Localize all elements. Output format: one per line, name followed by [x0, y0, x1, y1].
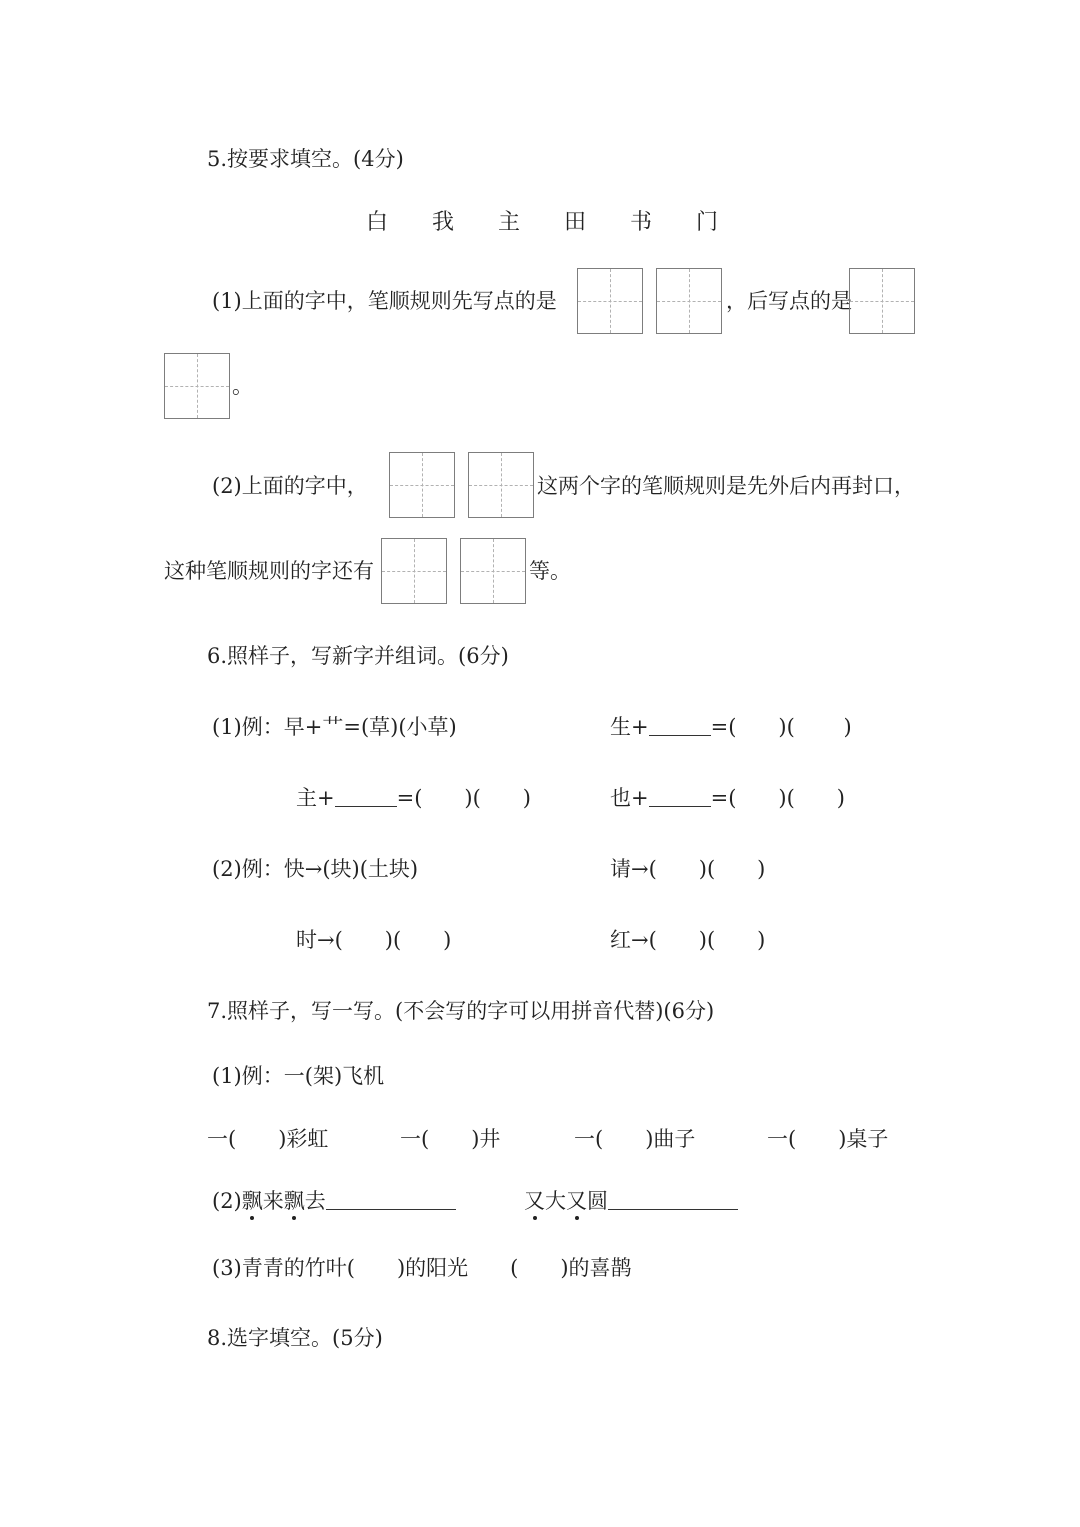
q6-item-ye: 也+ =( )( )	[610, 786, 845, 810]
char-1: 白	[365, 210, 388, 235]
writing-box[interactable]	[577, 268, 643, 334]
q7-fill-quzi[interactable]: 一( )曲子	[574, 1127, 696, 1151]
q5-part1-text-b: ，后写点的是	[726, 289, 852, 313]
answer-blank[interactable]	[335, 805, 397, 807]
q6-title: 6.照样子，写新字并组词。(6分)	[207, 644, 509, 668]
q5-character-row	[344, 212, 740, 234]
answer-blank[interactable]	[326, 1208, 456, 1210]
q5-part2-text-b: 这两个字的笔顺规则是先外后内再封口，	[537, 474, 915, 498]
q6-item-sheng: 生+ =( )( )	[610, 715, 852, 739]
char-2: 我	[431, 210, 454, 235]
writing-box[interactable]	[849, 268, 915, 334]
q6-item-zhu: 主+ =( )( )	[296, 786, 531, 810]
writing-box[interactable]	[164, 353, 230, 419]
q5-part2-text: (2)上面的字中，	[212, 474, 368, 498]
answer-blank[interactable]	[649, 805, 711, 807]
writing-box[interactable]	[656, 268, 722, 334]
q5-part2-end: 等。	[529, 559, 571, 583]
char-4: 田	[563, 210, 586, 235]
q7-part3[interactable]: (3)青青的竹叶( )的阳光 ( )的喜鹊	[212, 1256, 632, 1280]
q7-part2: (2)飘来飘去	[212, 1191, 456, 1212]
writing-box[interactable]	[381, 538, 447, 604]
q8-title: 8.选字填空。(5分)	[207, 1326, 383, 1350]
q6-item-qing[interactable]: 请→( )( )	[610, 857, 766, 881]
q7-fill-caihong[interactable]: 一( )彩虹	[207, 1127, 329, 1151]
q7-title: 7.照样子，写一写。(不会写的字可以用拼音代替)(6分)	[207, 999, 715, 1023]
char-5: 书	[629, 210, 652, 235]
writing-box[interactable]	[468, 452, 534, 518]
answer-blank[interactable]	[649, 734, 711, 736]
writing-box[interactable]	[389, 452, 455, 518]
q5-part1-text: (1)上面的字中，笔顺规则先写点的是	[212, 289, 557, 313]
answer-blank[interactable]	[608, 1208, 738, 1210]
q7-example-1: (1)例：一(架)飞机	[212, 1064, 385, 1088]
q6-item-shi[interactable]: 时→( )( )	[296, 928, 452, 952]
q6-example-2: (2)例：快→(块)(土块)	[212, 857, 419, 881]
q5-part1-end: 。	[232, 374, 253, 398]
q6-example-1: (1)例：早+艹=(草)(小草)	[212, 715, 457, 739]
q7-fill-jing[interactable]: 一( )井	[400, 1127, 501, 1151]
char-6: 门	[695, 210, 718, 235]
char-3: 主	[497, 210, 520, 235]
q7-part2-b: 又大又圆	[524, 1191, 738, 1212]
q5-part2-text-c: 这种笔顺规则的字还有	[164, 559, 374, 583]
q6-item-hong[interactable]: 红→( )( )	[610, 928, 766, 952]
writing-box[interactable]	[460, 538, 526, 604]
q7-fill-zhuozi[interactable]: 一( )桌子	[767, 1127, 889, 1151]
q5-title: 5.按要求填空。(4分)	[207, 147, 404, 171]
